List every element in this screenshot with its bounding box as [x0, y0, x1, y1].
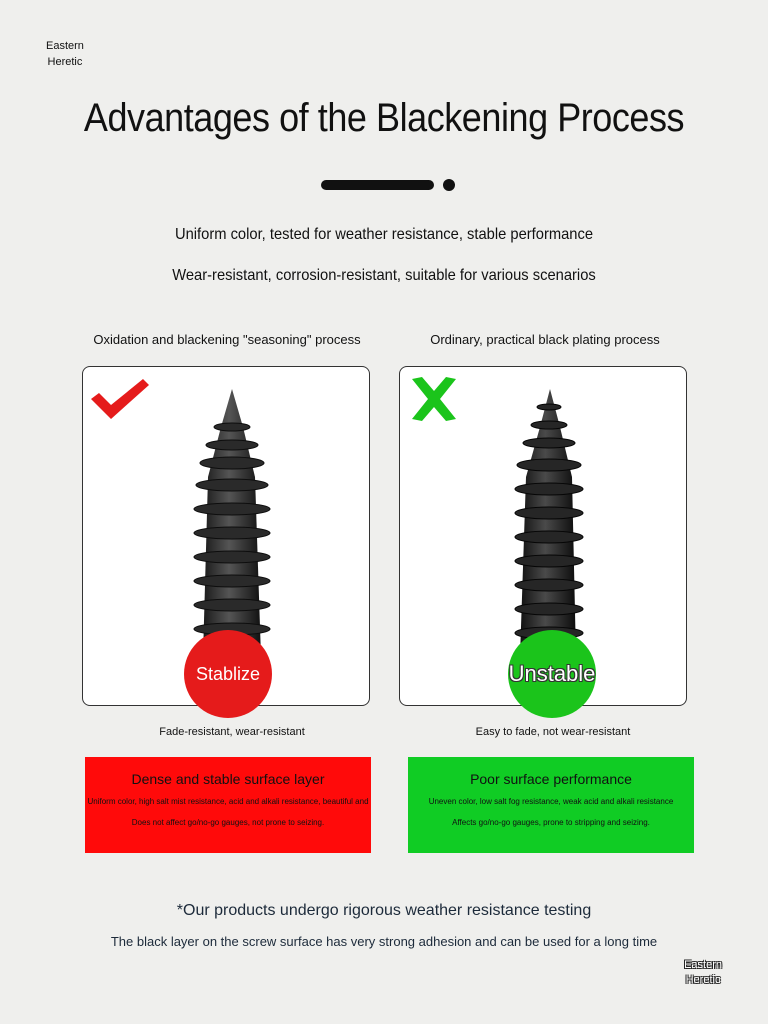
brand-line-2: Heretic — [47, 56, 83, 68]
left-box-line-1: Uniform color, high salt mist resistance, acid and alkali resistance, beautiful and — [87, 797, 369, 806]
subtitle-2: Wear-resistant, corrosion-resistant, suitable for various scenarios — [172, 267, 596, 284]
right-caption: Easy to fade, not wear-resistant — [475, 726, 631, 738]
left-box-title: Dense and stable surface layer — [131, 771, 325, 787]
brand-bottom-line-1: Eastern — [684, 959, 722, 971]
title-divider-bar — [321, 180, 434, 190]
left-box-line-2: Does not affect go/no-go gauges, not prone to seizing. — [131, 818, 325, 827]
left-feature-box — [85, 757, 371, 853]
page-title: Advantages of the Blackening Process — [83, 96, 685, 140]
left-caption: Fade-resistant, wear-resistant — [159, 726, 305, 738]
title-divider-dot — [443, 179, 455, 191]
right-box-title: Poor surface performance — [470, 771, 632, 787]
right-feature-box — [408, 757, 694, 853]
right-box-line-1: Uneven color, low salt fog resistance, weak acid and alkali resistance — [428, 797, 674, 806]
brand-line-1: Eastern — [46, 40, 84, 52]
brand-logo-bottom — [684, 958, 722, 988]
footer-adhesion-note: The black layer on the screw surface has very strong adhesion and can be used for a long time — [110, 934, 658, 949]
footer-testing-note: *Our products undergo rigorous weather resistance testing — [176, 902, 592, 919]
brand-logo-top — [46, 38, 84, 70]
brand-bottom-line-2: Heretic — [685, 974, 721, 986]
stable-badge: Stablize — [184, 630, 272, 718]
unstable-badge: Unstable — [508, 630, 596, 718]
subtitle-1: Uniform color, tested for weather resistance, stable performance — [174, 226, 594, 243]
left-process-label: Oxidation and blackening "seasoning" process — [93, 332, 361, 347]
right-box-line-2: Affects go/no-go gauges, prone to stripping and seizing. — [452, 818, 650, 827]
right-process-label: Ordinary, practical black plating process — [430, 332, 660, 347]
